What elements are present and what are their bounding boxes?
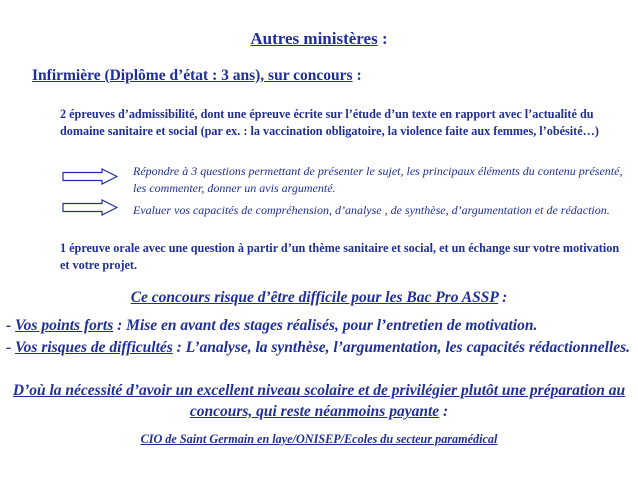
risks-label: Vos risques de difficultés — [15, 339, 173, 356]
slide-title-colon: : — [377, 29, 388, 48]
conclusion-text: D’où la nécessité d’avoir un excellent niveau scolaire et de privilégier plutôt une préparation au concours, qui reste néanmoins payante — [12, 382, 626, 420]
point-questions: Répondre à 3 questions permettant de présenter le sujet, les principaux éléments du contenu présenté, les commenter, donner un avis argumenté. — [133, 164, 623, 195]
risks-text: : L’analyse, la synthèse, l’argumentation, les capacités rédactionnelles. — [172, 339, 631, 356]
right-arrow-icon — [62, 199, 118, 216]
risk-heading — [0, 289, 638, 307]
risks-line — [6, 338, 636, 358]
subtitle-text: Infirmière (Diplôme d’état : 3 ans), sur concours — [32, 67, 353, 84]
strengths-line — [6, 316, 636, 336]
strengths-label: Vos points forts — [15, 317, 114, 334]
slide-title — [0, 29, 638, 49]
oral-exam-description: 1 épreuve orale avec une question à partir d’un thème sanitaire et social, et un échange sur votre motivation et votre projet. — [60, 241, 620, 272]
strengths-prefix: - — [6, 317, 16, 334]
right-arrow-icon — [62, 168, 118, 185]
slide-title-text: Autres ministères — [250, 29, 378, 48]
conclusion-colon: : — [439, 403, 449, 420]
risk-heading-colon: : — [498, 289, 508, 306]
conclusion — [10, 380, 628, 422]
source-credit-text: CIO de Saint Germain en laye/ONISEP/Ecoles du secteur paramédical — [140, 432, 498, 446]
subtitle-colon: : — [352, 67, 362, 84]
strengths-text: : Mise en avant des stages réalisés, pour l’entretien de motivation. — [113, 317, 538, 334]
written-exam-description: 2 épreuves d’admissibilité, dont une épreuve écrite sur l’étude d’un texte en rapport avec l’actualité du domaine sanitaire et social (par ex. : la vaccination obligatoire, la violence faite aux femmes, l’obésité…) — [60, 107, 599, 138]
risk-heading-text: Ce concours risque d’être difficile pour les Bac Pro ASSP — [130, 289, 499, 306]
subtitle — [32, 67, 362, 85]
source-credit — [0, 432, 638, 447]
point-capacities: Evaluer vos capacités de compréhension, d’analyse , de synthèse, d’argumentation et de rédaction. — [133, 203, 610, 217]
risks-prefix: - — [6, 339, 16, 356]
